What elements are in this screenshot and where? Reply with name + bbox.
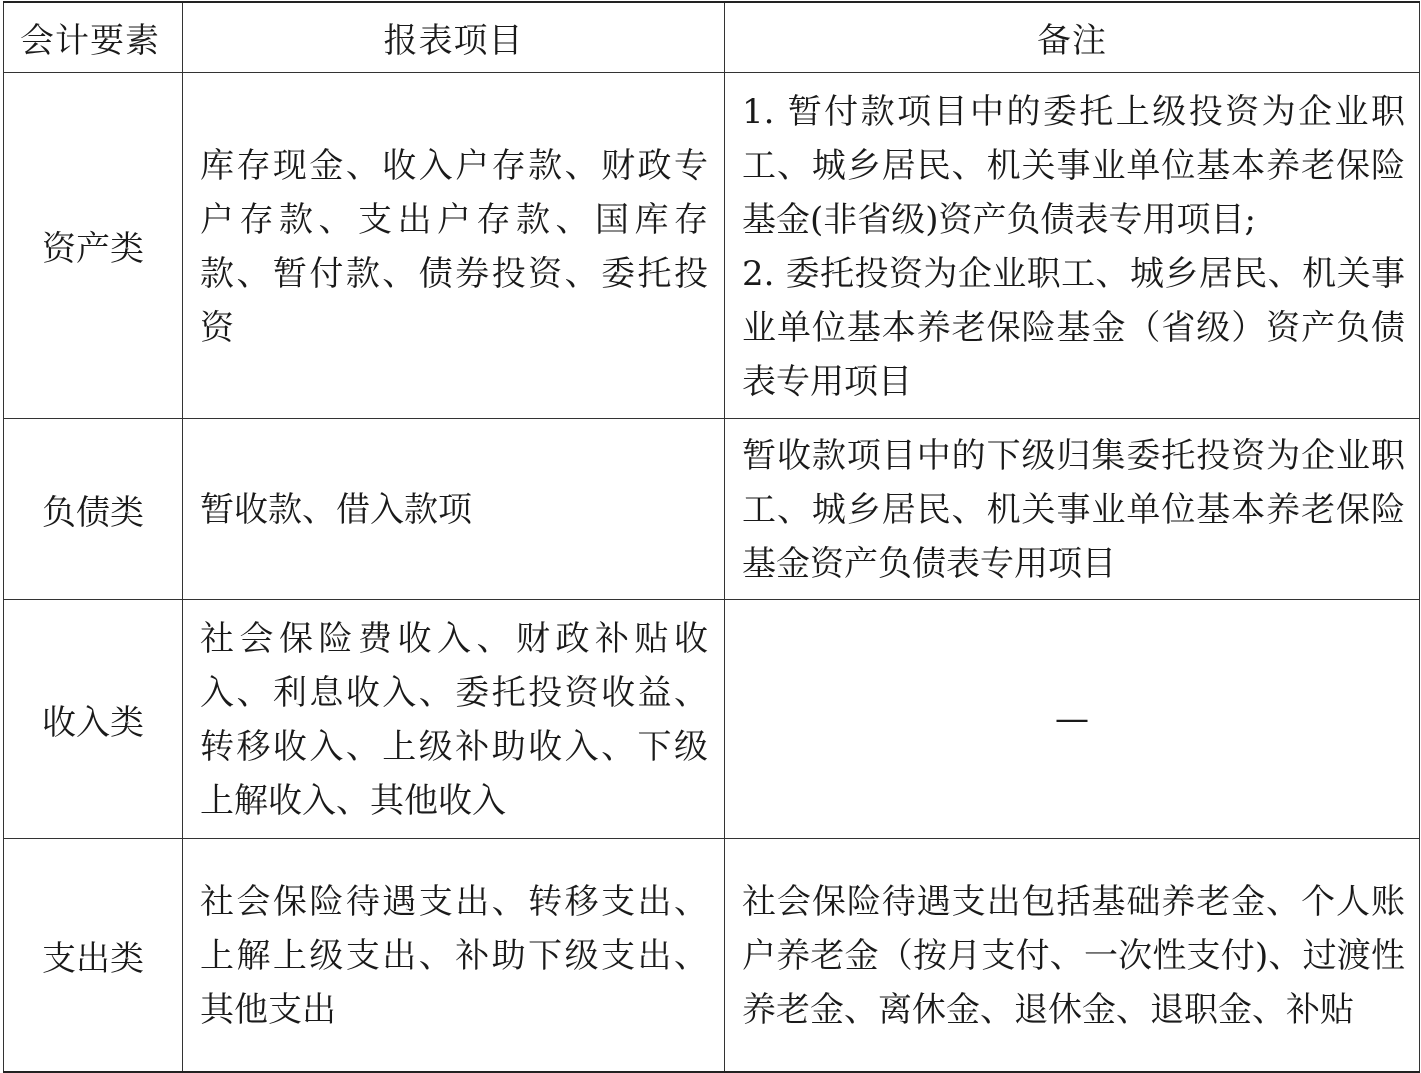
table-row-liabilities [4,419,1420,600]
table-row-income [4,600,1420,839]
report-items-cell: 社会保险待遇支出、转移支出、上解上级支出、补助下级支出、其他支出 [183,839,725,1073]
remarks-cell [725,419,1420,600]
remarks-cell-empty-dash: — [725,600,1420,839]
category-cell: 资产类 [4,73,183,419]
category-cell: 支出类 [4,839,183,1073]
header-remarks: 备注 [725,2,1420,73]
header-report-items: 报表项目 [183,2,725,73]
remark-line: 暂收款项目中的下级归集委托投资为企业职工、城乡居民、机关事业单位基本养老保险基金资产负债表专用项目 [742,436,1405,584]
table-header-row [4,2,1420,73]
report-items-cell: 社会保险费收入、财政补贴收入、利息收入、委托投资收益、转移收入、上级补助收入、下级上解收入、其他收入 [183,600,725,839]
table-row-assets [4,73,1420,419]
remark-line: 1. 暂付款项目中的委托上级投资为企业职工、城乡居民、机关事业单位基本养老保险基金(非省级)资产负债表专用项目; [742,91,1405,240]
category-cell: 收入类 [4,600,183,839]
table-row-expenditure [4,839,1420,1073]
remarks-cell [725,73,1420,419]
remark-line: 社会保险待遇支出包括基础养老金、个人账户养老金（按月支付、一次性支付)、过渡性养老金、离休金、退休金、退职金、补贴 [742,882,1405,1030]
accounting-elements-table [3,1,1420,1073]
remarks-cell [725,839,1420,1073]
header-accounting-element: 会计要素 [4,2,183,73]
document-table-wrapper [3,1,1419,1073]
remark-line: 2. 委托投资为企业职工、城乡居民、机关事业单位基本养老保险基金（省级）资产负债表专用项目 [742,253,1405,402]
report-items-cell: 暂收款、借入款项 [183,419,725,600]
report-items-cell: 库存现金、收入户存款、财政专户存款、支出户存款、国库存款、暂付款、债券投资、委托投资 [183,73,725,419]
category-cell: 负债类 [4,419,183,600]
